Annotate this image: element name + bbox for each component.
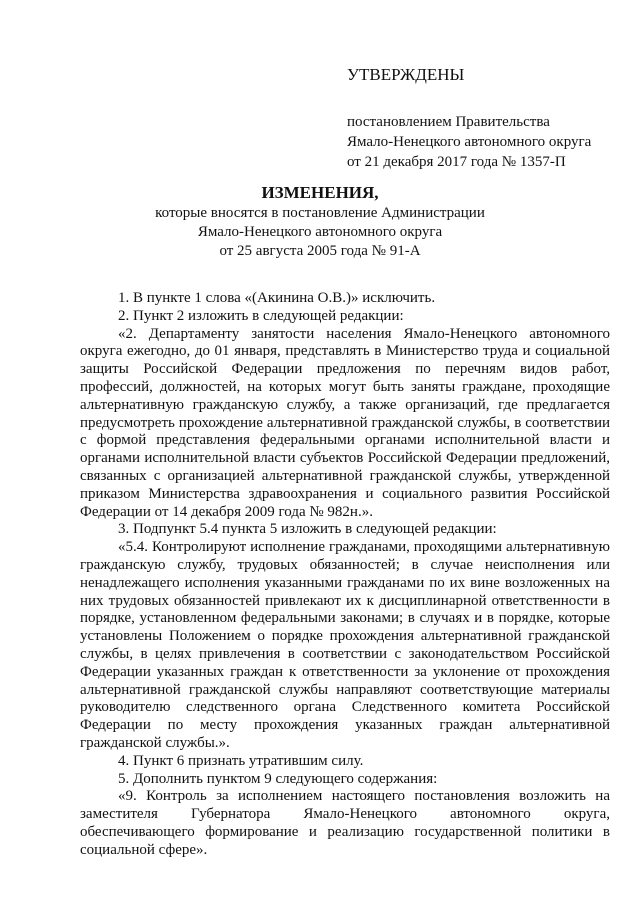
paragraph-4: 4. Пункт 6 признать утратившим силу. [118,752,364,769]
approval-line: постановлением Правительства [347,114,550,130]
paragraph-3-quote: «5.4. Контролируют исполнение гражданами, проходящими альтернативную гражданскую службу, трудовых обязанностей; в случае неисполнения или ненадлежащего исполнения указанными гражданами по их вине возложенных на них трудовых обязанностей привлекают их к дисциплинарной ответственности в порядке, установленном федеральными законами; в случаях и в порядке, которые установлены Положением о порядке прохождения альтернативной гражданской службы, в целях привлечения в соответствии с законодательством Российской Федерации указанных граждан к ответственности за уклонение от прохождения альтернативной гражданской службы направляют соответствующие материалы руководителю следственного органа Следственного комитета Российской Федерации по месту прохождения указанных граждан альтернативной гражданской службы.». [80,539,610,751]
paragraph-5-quote: «9. Контроль за исполнением настоящего постановления возложить на заместителя Губернатора Ямало-Ненецкого автономного округа, обеспечивающего формирование и реализацию государственной политики в социальной сфере». [80,788,610,858]
approval-block [347,64,627,172]
document-title: ИЗМЕНЕНИЯ, [261,183,379,202]
paragraph-2-quote: «2. Департаменту занятости населения Ямало-Ненецкого автономного округа ежегодно, до 01 января, представлять в Министерство труда и социальной защиты Российской Федерации предложения по перечням видов работ, профессий, должностей, на которых могут быть заняты граждане, проходящие альтернативную гражданскую службу, а также организаций, где предлагается предусмотреть прохождение альтернативной гражданской службы, в соответствии с формой представления федеральными органами исполнительной власти и органами исполнительной власти субъектов Российской Федерации предложений, связанных с организацией альтернативной гражданской службы, утвержденной приказом Министерства здравоохранения и социального развития Российской Федерации от 14 декабря 2009 года № 982н.». [80,325,610,520]
title-subline: от 25 августа 2005 года № 91-А [219,243,421,259]
document-body [80,290,610,860]
title-subline: которые вносятся в постановление Администрации [155,205,485,221]
approval-line: Ямало-Ненецкого автономного округа [347,134,592,150]
paragraph-3: 3. Подпункт 5.4 пункта 5 изложить в следующей редакции: [118,521,497,538]
paragraph-2: 2. Пункт 2 изложить в следующей редакции: [118,307,404,324]
title-subline: Ямало-Ненецкого автономного округа [197,224,443,240]
document-title-block [60,182,580,261]
approval-heading: УТВЕРЖДЕНЫ [347,65,465,84]
paragraph-1: 1. В пункте 1 слова «(Акинина О.В.)» исключить. [118,290,436,306]
paragraph-5: 5. Дополнить пунктом 9 следующего содержания: [118,770,438,787]
approval-line: от 21 декабря 2017 года № 1357-П [347,154,566,170]
